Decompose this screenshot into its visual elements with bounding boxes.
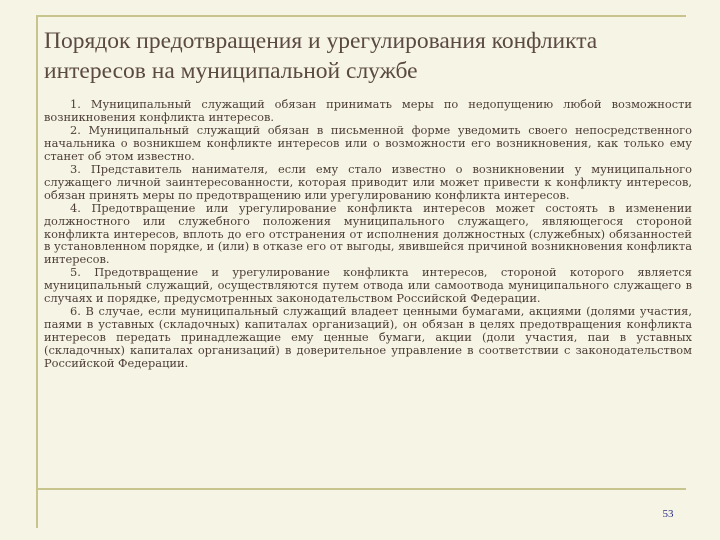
paragraph-1: 1. Муниципальный служащий обязан принимать меры по недопущению любой возможности возникновения конфликта интересов.: [44, 97, 692, 124]
frame-top-line: [36, 15, 686, 17]
paragraph-5: 5. Предотвращение и урегулирование конфликта интересов, стороной которого является муниципальный служащий, осуществляются путем отвода или самоотвода муниципального служащего в случаях и порядке, предусмотренных законодательством Российской Федерации.: [44, 265, 692, 306]
paragraph-4: 4. Предотвращение или урегулирование конфликта интересов может состоять в изменении должностного или служебного положения муниципального служащего, являющегося стороной конфликта интересов, вплоть до его отстранения от исполнения должностных (служебных) обязанностей в установленном порядке, и (или) в отказе его от выгоды, явившейся причиной возникновения конфликта интересов.: [44, 200, 692, 267]
paragraph-3: 3. Представитель нанимателя, если ему стало известно о возникновении у муниципального служащего личной заинтересованности, которая приводит или может привести к конфликту интересов, обязан принять меры по предотвращению или урегулированию конфликта интересов.: [44, 161, 692, 202]
page-number: 53: [662, 508, 674, 520]
paragraph-6: 6. В случае, если муниципальный служащий владеет ценными бумагами, акциями (долями участия, паями в уставных (складочных) капиталах организаций), он обязан в целях предотвращения конфликта интересов передать принадлежащие ему ценные бумаги, акции (доли участия, паи в уставных (складочных) капиталах организаций) в доверительное управление в соответствии с законодательством Российской Федерации.: [44, 304, 692, 371]
frame-left-line: [36, 15, 38, 528]
slide-title: Порядок предотвращения и урегулирования конфликта интересов на муниципальной службе: [44, 28, 598, 84]
paragraph-2: 2. Муниципальный служащий обязан в письменной форме уведомить своего непосредственного начальника о возникшем конфликте интересов или о возможности его возникновения, как только ему станет об этом известно.: [44, 122, 692, 163]
slide-body: [44, 98, 692, 370]
bottom-divider: [38, 488, 686, 490]
